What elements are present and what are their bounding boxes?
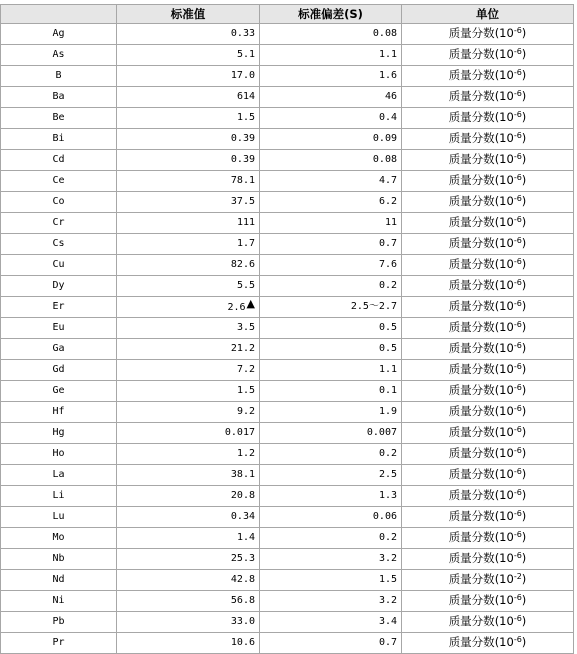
standard-deviation: 0.08 (260, 150, 402, 171)
unit-exponent: -6 (513, 593, 522, 602)
unit-prefix: 质量分数 (448, 299, 495, 313)
element-symbol: Gd (1, 360, 117, 381)
standard-value-cell (117, 402, 260, 423)
table-row (1, 234, 574, 255)
table-row (1, 150, 574, 171)
standard-value: 21.2 (230, 343, 255, 354)
standard-value: 33.0 (230, 616, 255, 627)
standard-deviation: 3.4 (260, 612, 402, 633)
table-row (1, 24, 574, 45)
standard-value-cell (117, 423, 260, 444)
standard-value-cell (117, 192, 260, 213)
triangle-marker-icon: ▲ (246, 296, 255, 310)
unit-cell: 质量分数$(10^{-6})$ (402, 255, 574, 276)
table-row (1, 486, 574, 507)
standard-value: 0.33 (230, 28, 255, 39)
element-symbol: Pr (1, 633, 117, 654)
standard-deviation: 2.5 (260, 465, 402, 486)
element-symbol: Hf (1, 402, 117, 423)
unit-prefix: 质量分数 (448, 572, 495, 586)
unit-prefix: 质量分数 (448, 110, 495, 124)
unit-cell: 质量分数$(10^{-6})$ (402, 45, 574, 66)
element-symbol: Cr (1, 213, 117, 234)
standard-value-cell (117, 234, 260, 255)
element-symbol: Cd (1, 150, 117, 171)
standard-deviation: 0.4 (260, 108, 402, 129)
standard-deviation: 0.1 (260, 381, 402, 402)
table-row (1, 276, 574, 297)
standard-value: 0.39 (230, 154, 255, 165)
standard-value: 0.34 (230, 511, 255, 522)
standard-value: 1.5 (236, 385, 255, 396)
standard-value: 0.017 (224, 427, 255, 438)
unit-prefix: 质量分数 (448, 278, 495, 292)
standard-deviation: 0.5 (260, 339, 402, 360)
standard-value: 9.2 (236, 406, 255, 417)
unit-cell: 质量分数$(10^{-6})$ (402, 24, 574, 45)
unit-prefix: 质量分数 (448, 215, 495, 229)
standard-value-cell (117, 171, 260, 192)
element-symbol: Nd (1, 570, 117, 591)
unit-cell: 质量分数$(10^{-6})$ (402, 129, 574, 150)
header-unit: 单位 (402, 5, 574, 24)
unit-exponent: -6 (513, 152, 522, 161)
standard-value: 614 (236, 91, 255, 102)
unit-prefix: 质量分数 (448, 173, 495, 187)
unit-prefix: 质量分数 (448, 131, 495, 145)
unit-cell: 质量分数$(10^{-6})$ (402, 318, 574, 339)
element-symbol: Ge (1, 381, 117, 402)
table-row (1, 507, 574, 528)
standard-value: 1.5 (236, 112, 255, 123)
standard-deviation: 4.7 (260, 171, 402, 192)
standard-value: 5.5 (236, 280, 255, 291)
standard-value-cell (117, 276, 260, 297)
element-symbol: B (1, 66, 117, 87)
table-row (1, 381, 574, 402)
element-symbol: Ba (1, 87, 117, 108)
unit-cell: 质量分数$(10^{-2})$ (402, 570, 574, 591)
unit-cell: 质量分数$(10^{-6})$ (402, 66, 574, 87)
unit-exponent: -6 (513, 614, 522, 623)
header-standard-value: 标准值 (117, 5, 260, 24)
standard-value: 78.1 (230, 175, 255, 186)
standard-value: 38.1 (230, 469, 255, 480)
standard-deviation: 0.09 (260, 129, 402, 150)
element-symbol: La (1, 465, 117, 486)
element-symbol: Pb (1, 612, 117, 633)
standard-deviation: 1.3 (260, 486, 402, 507)
table-row (1, 171, 574, 192)
header-standard-deviation: 标准偏差(S) (260, 5, 402, 24)
element-symbol: Be (1, 108, 117, 129)
unit-prefix: 质量分数 (448, 488, 495, 502)
unit-prefix: 质量分数 (448, 26, 495, 40)
table-row (1, 591, 574, 612)
standard-value: 0.39 (230, 133, 255, 144)
unit-prefix: 质量分数 (448, 236, 495, 250)
unit-exponent: -6 (513, 383, 522, 392)
standard-value-cell (117, 381, 260, 402)
unit-cell: 质量分数$(10^{-6})$ (402, 486, 574, 507)
standard-deviation: 0.7 (260, 234, 402, 255)
unit-cell: 质量分数$(10^{-6})$ (402, 234, 574, 255)
element-symbol: Hg (1, 423, 117, 444)
standard-deviation: 46 (260, 87, 402, 108)
element-symbol: Ag (1, 24, 117, 45)
unit-cell: 质量分数$(10^{-6})$ (402, 192, 574, 213)
unit-cell: 质量分数$(10^{-6})$ (402, 507, 574, 528)
standard-value: 20.8 (230, 490, 255, 501)
standard-value-cell (117, 87, 260, 108)
table-row (1, 402, 574, 423)
unit-prefix: 质量分数 (448, 446, 495, 460)
table-row (1, 255, 574, 276)
table-row (1, 423, 574, 444)
unit-exponent: -6 (513, 425, 522, 434)
unit-prefix: 质量分数 (448, 383, 495, 397)
unit-exponent: -6 (513, 131, 522, 140)
element-symbol: Bi (1, 129, 117, 150)
element-symbol: Cu (1, 255, 117, 276)
unit-cell: 质量分数$(10^{-6})$ (402, 150, 574, 171)
standard-value: 25.3 (230, 553, 255, 564)
unit-exponent: -6 (513, 404, 522, 413)
table-row (1, 87, 574, 108)
standard-deviation: 1.1 (260, 45, 402, 66)
standard-value-cell (117, 255, 260, 276)
standard-value: 82.6 (230, 259, 255, 270)
unit-cell: 质量分数$(10^{-6})$ (402, 402, 574, 423)
unit-exponent: -6 (513, 299, 522, 308)
unit-cell: 质量分数$(10^{-6})$ (402, 528, 574, 549)
element-symbol: Co (1, 192, 117, 213)
standard-deviation: 11 (260, 213, 402, 234)
reference-values-table (0, 4, 574, 654)
standard-value-cell (117, 528, 260, 549)
unit-exponent: -6 (513, 341, 522, 350)
unit-cell: 质量分数$(10^{-6})$ (402, 297, 574, 318)
element-symbol: Eu (1, 318, 117, 339)
unit-cell: 质量分数$(10^{-6})$ (402, 381, 574, 402)
standard-value-cell (117, 444, 260, 465)
table-row (1, 465, 574, 486)
unit-exponent: -6 (513, 47, 522, 56)
unit-exponent: -6 (513, 110, 522, 119)
unit-prefix: 质量分数 (448, 635, 495, 649)
standard-deviation: 1.6 (260, 66, 402, 87)
unit-prefix: 质量分数 (448, 530, 495, 544)
standard-value: 5.1 (236, 49, 255, 60)
unit-prefix: 质量分数 (448, 47, 495, 61)
standard-deviation: 1.9 (260, 402, 402, 423)
table-row (1, 549, 574, 570)
table-row (1, 570, 574, 591)
standard-deviation: 1.1 (260, 360, 402, 381)
element-symbol: Er (1, 297, 117, 318)
unit-cell: 质量分数$(10^{-6})$ (402, 87, 574, 108)
standard-value-cell (117, 45, 260, 66)
element-symbol: Cs (1, 234, 117, 255)
unit-prefix: 质量分数 (448, 152, 495, 166)
standard-value: 1.7 (236, 238, 255, 249)
unit-prefix: 质量分数 (448, 362, 495, 376)
standard-deviation: 3.2 (260, 549, 402, 570)
unit-exponent: -6 (513, 446, 522, 455)
element-symbol: Ho (1, 444, 117, 465)
table-row (1, 318, 574, 339)
standard-value: 3.5 (236, 322, 255, 333)
unit-exponent: -6 (513, 89, 522, 98)
standard-deviation: 0.5 (260, 318, 402, 339)
unit-prefix: 质量分数 (448, 89, 495, 103)
standard-value-cell (117, 549, 260, 570)
standard-value-cell (117, 129, 260, 150)
standard-value: 7.2 (236, 364, 255, 375)
unit-prefix: 质量分数 (448, 425, 495, 439)
table-row (1, 612, 574, 633)
unit-prefix: 质量分数 (448, 257, 495, 271)
standard-deviation: 0.2 (260, 528, 402, 549)
element-symbol: Mo (1, 528, 117, 549)
unit-exponent: -6 (513, 320, 522, 329)
unit-prefix: 质量分数 (448, 614, 495, 628)
standard-value-cell (117, 339, 260, 360)
unit-exponent: -6 (513, 488, 522, 497)
standard-value-cell (117, 318, 260, 339)
unit-exponent: -6 (513, 278, 522, 287)
standard-deviation: 1.5 (260, 570, 402, 591)
unit-exponent: -6 (513, 173, 522, 182)
unit-prefix: 质量分数 (448, 467, 495, 481)
unit-cell: 质量分数$(10^{-6})$ (402, 444, 574, 465)
table-row (1, 66, 574, 87)
element-symbol: Dy (1, 276, 117, 297)
standard-deviation: 0.06 (260, 507, 402, 528)
unit-prefix: 质量分数 (448, 593, 495, 607)
standard-value: 17.0 (230, 70, 255, 81)
unit-prefix: 质量分数 (448, 194, 495, 208)
standard-deviation: 0.7 (260, 633, 402, 654)
unit-cell: 质量分数$(10^{-6})$ (402, 360, 574, 381)
standard-value: 10.6 (230, 637, 255, 648)
standard-value: 2.6 (227, 301, 246, 313)
unit-cell: 质量分数$(10^{-6})$ (402, 465, 574, 486)
unit-cell: 质量分数$(10^{-6})$ (402, 339, 574, 360)
standard-value-cell (117, 297, 260, 318)
unit-cell: 质量分数$(10^{-6})$ (402, 171, 574, 192)
standard-deviation: 3.2 (260, 591, 402, 612)
element-symbol: Lu (1, 507, 117, 528)
standard-deviation: 6.2 (260, 192, 402, 213)
standard-value-cell (117, 591, 260, 612)
unit-exponent: -6 (513, 68, 522, 77)
unit-cell: 质量分数$(10^{-6})$ (402, 213, 574, 234)
element-symbol: As (1, 45, 117, 66)
unit-prefix: 质量分数 (448, 404, 495, 418)
unit-prefix: 质量分数 (448, 320, 495, 334)
table-row (1, 192, 574, 213)
standard-value: 1.2 (236, 448, 255, 459)
table-body (1, 24, 574, 654)
table-row (1, 129, 574, 150)
header-row (1, 5, 574, 24)
unit-exponent: -6 (513, 509, 522, 518)
standard-value-cell (117, 570, 260, 591)
standard-value: 56.8 (230, 595, 255, 606)
table-row (1, 360, 574, 381)
table-row (1, 633, 574, 654)
table-row (1, 45, 574, 66)
table-row (1, 297, 574, 318)
standard-value-cell (117, 612, 260, 633)
element-symbol: Ce (1, 171, 117, 192)
standard-value-cell (117, 360, 260, 381)
standard-deviation: 2.5～2.7 (260, 297, 402, 318)
standard-value-cell (117, 633, 260, 654)
unit-prefix: 质量分数 (448, 551, 495, 565)
unit-cell: 质量分数$(10^{-6})$ (402, 423, 574, 444)
element-symbol: Ni (1, 591, 117, 612)
standard-value-cell (117, 24, 260, 45)
standard-deviation: 7.6 (260, 255, 402, 276)
unit-cell: 质量分数$(10^{-6})$ (402, 591, 574, 612)
unit-exponent: -6 (513, 257, 522, 266)
unit-exponent: -6 (513, 26, 522, 35)
header-element (1, 5, 117, 24)
standard-deviation: 0.2 (260, 276, 402, 297)
unit-cell: 质量分数$(10^{-6})$ (402, 549, 574, 570)
unit-exponent: -6 (513, 467, 522, 476)
standard-deviation: 0.08 (260, 24, 402, 45)
standard-deviation: 0.2 (260, 444, 402, 465)
table-row (1, 108, 574, 129)
standard-value: 37.5 (230, 196, 255, 207)
unit-exponent: -6 (513, 362, 522, 371)
standard-value: 1.4 (236, 532, 255, 543)
table-row (1, 339, 574, 360)
standard-value-cell (117, 108, 260, 129)
unit-exponent: -6 (513, 194, 522, 203)
table-row (1, 444, 574, 465)
element-symbol: Li (1, 486, 117, 507)
standard-value: 111 (236, 217, 255, 228)
element-symbol: Nb (1, 549, 117, 570)
unit-exponent: -6 (513, 530, 522, 539)
element-symbol: Ga (1, 339, 117, 360)
standard-value-cell (117, 465, 260, 486)
table-row (1, 213, 574, 234)
standard-value-cell (117, 213, 260, 234)
table-row (1, 528, 574, 549)
standard-value-cell (117, 150, 260, 171)
unit-prefix: 质量分数 (448, 68, 495, 82)
unit-exponent: -6 (513, 635, 522, 644)
unit-cell: 质量分数$(10^{-6})$ (402, 633, 574, 654)
standard-deviation: 0.007 (260, 423, 402, 444)
unit-cell: 质量分数$(10^{-6})$ (402, 108, 574, 129)
unit-cell: 质量分数$(10^{-6})$ (402, 612, 574, 633)
unit-exponent: -6 (513, 236, 522, 245)
standard-value-cell (117, 507, 260, 528)
standard-value-cell (117, 66, 260, 87)
unit-exponent: -2 (513, 572, 522, 581)
standard-value-cell (117, 486, 260, 507)
unit-prefix: 质量分数 (448, 341, 495, 355)
unit-cell: 质量分数$(10^{-6})$ (402, 276, 574, 297)
unit-exponent: -6 (513, 551, 522, 560)
standard-value: 42.8 (230, 574, 255, 585)
unit-exponent: -6 (513, 215, 522, 224)
unit-prefix: 质量分数 (448, 509, 495, 523)
